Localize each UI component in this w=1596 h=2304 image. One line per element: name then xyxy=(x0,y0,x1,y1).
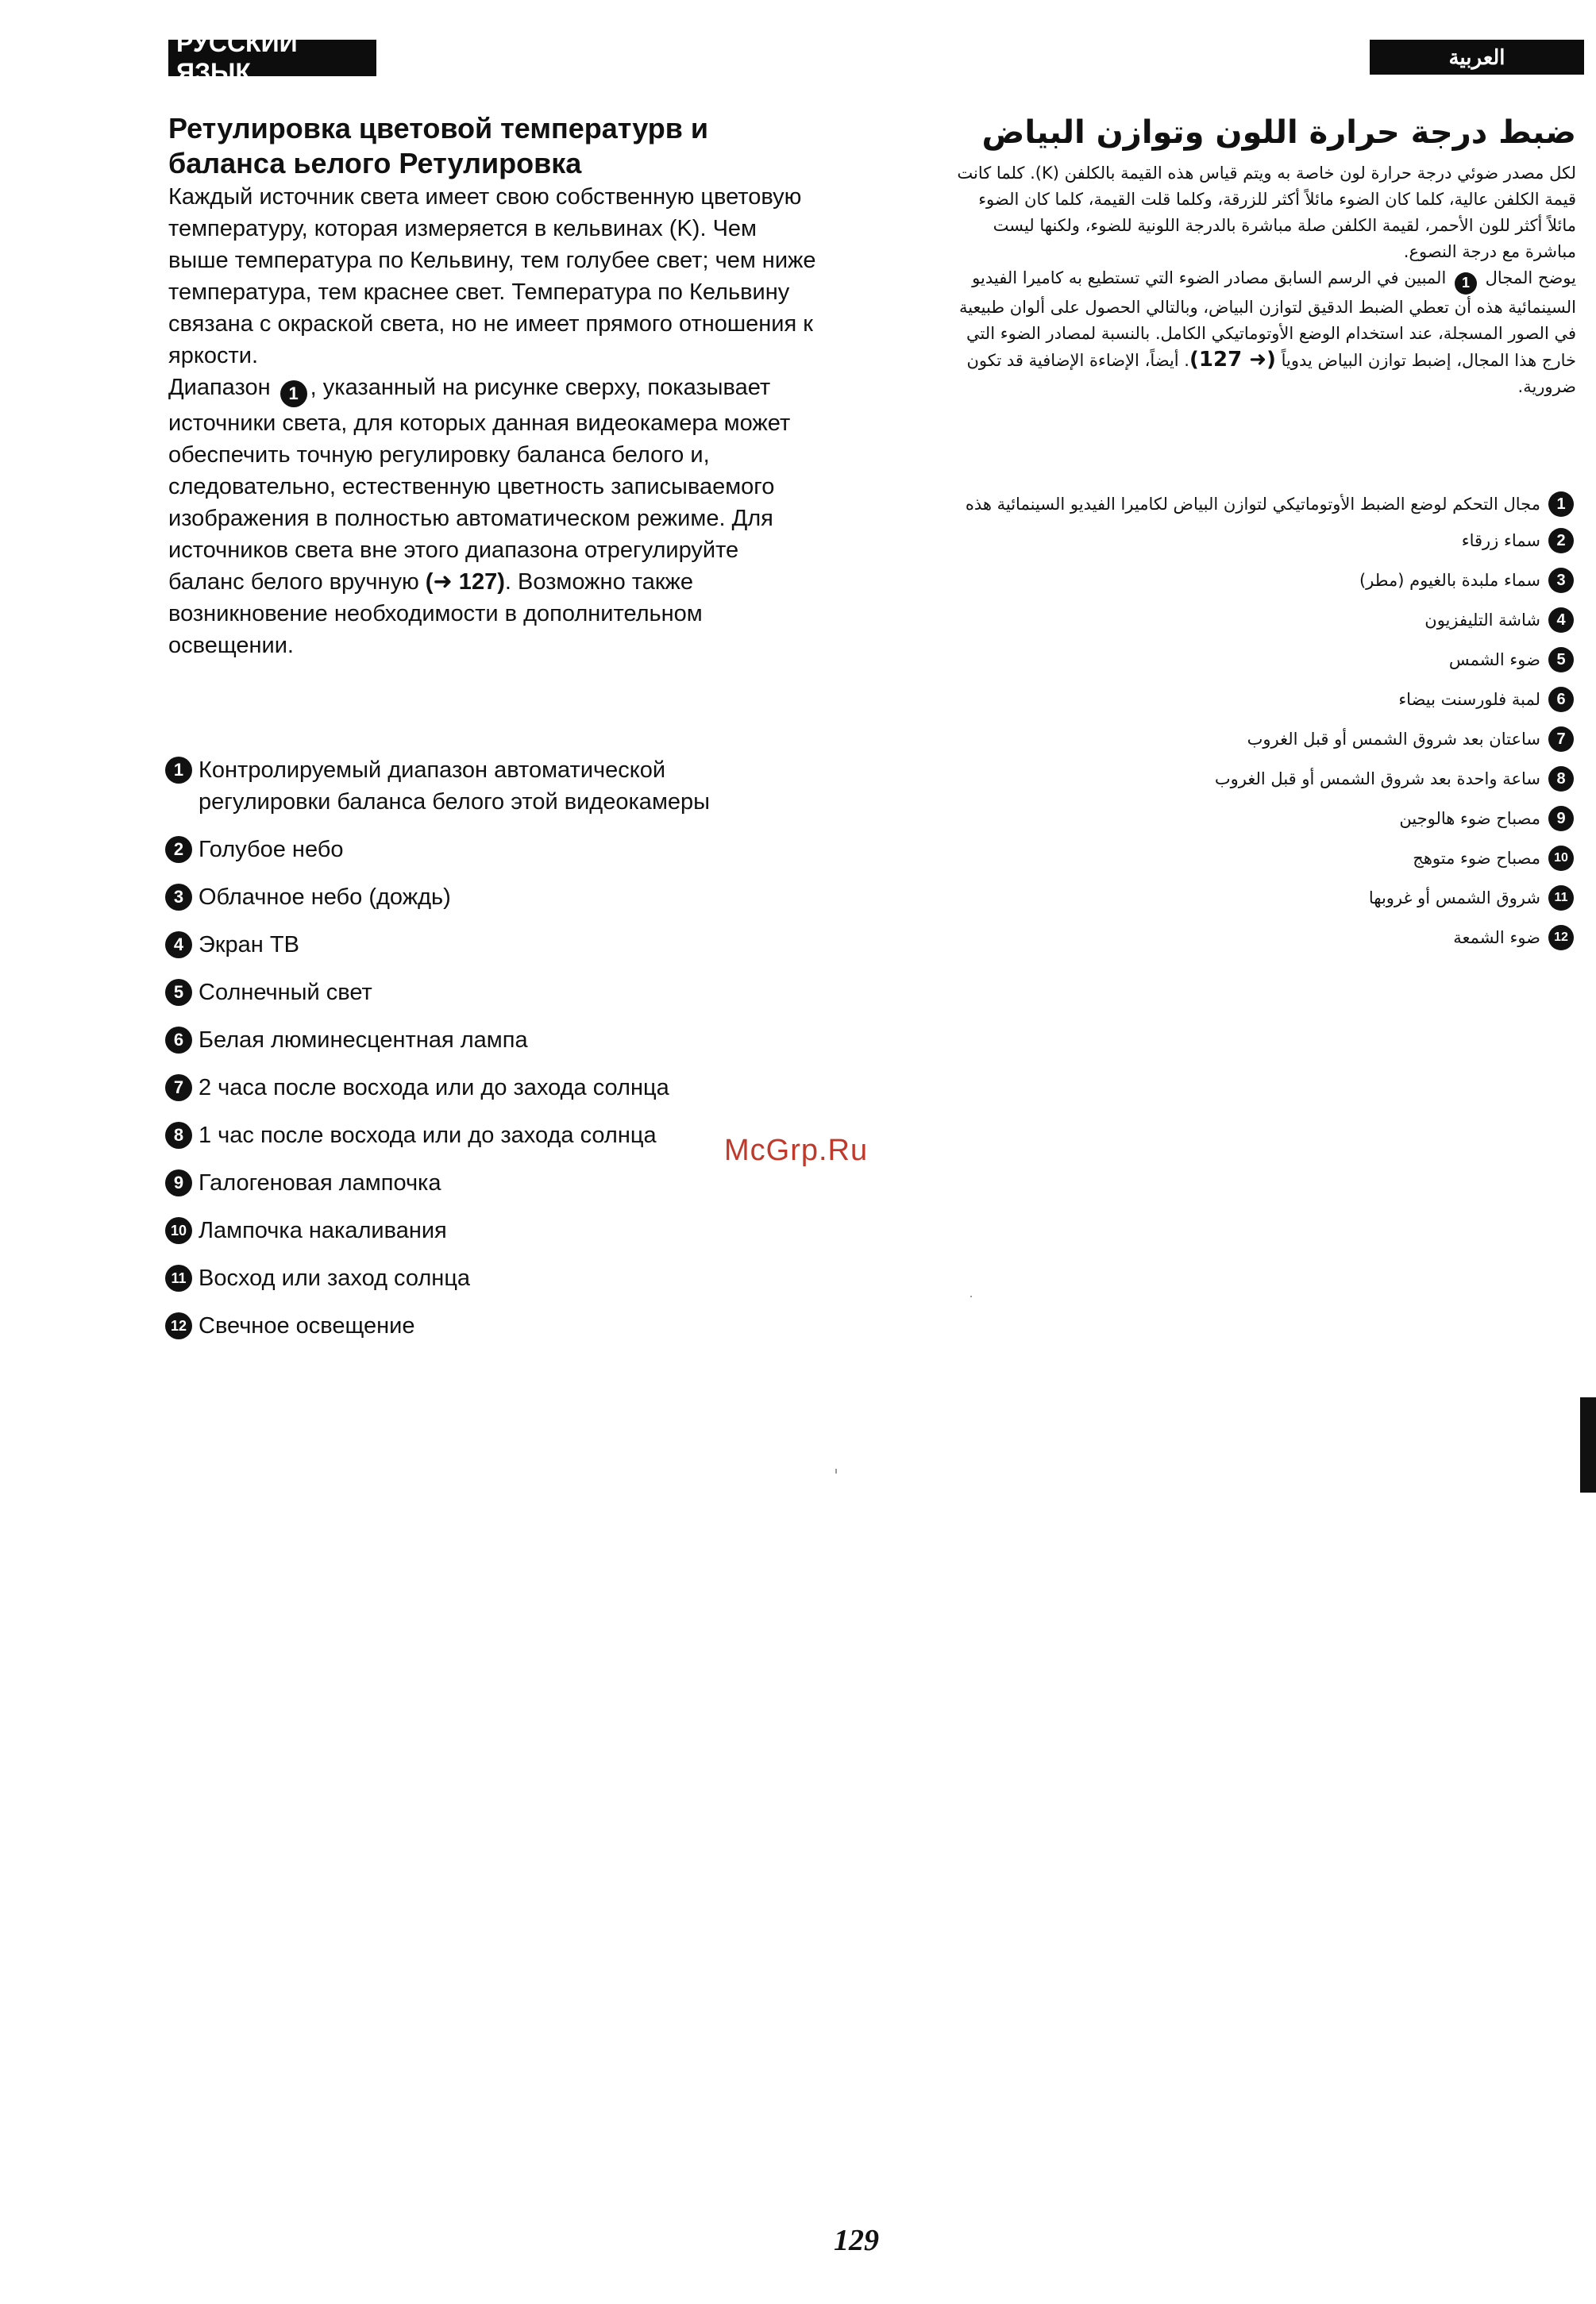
list-item xyxy=(937,726,1574,753)
number-2-icon: 2 xyxy=(1548,528,1574,553)
number-10-icon: 10 xyxy=(1548,846,1574,871)
list-item-text: شاشة التليفزيون xyxy=(1424,611,1540,630)
number-7-icon: 7 xyxy=(165,1074,192,1101)
list-item-text: Свечное освещение xyxy=(199,1313,415,1339)
list-item xyxy=(937,805,1574,832)
number-4-icon: 4 xyxy=(165,931,192,958)
list-item-text: سماء زرقاء xyxy=(1461,531,1540,550)
list-item-text: Галогеновая лампочка xyxy=(199,1170,441,1196)
list-item xyxy=(937,646,1574,673)
list-item-text: Контролируемый диапазон автоматической регулировки баланса белого этой видеокамеры xyxy=(199,757,710,815)
list-item-text: ساعتان بعد شروق الشمس أو قبل الغروب xyxy=(1247,730,1540,749)
arabic-paragraph-2-text: المبين في الرسم السابق مصادر الضوء التي تستطيع به كاميرا الفيديو السينمائية هذه أن تعطي الضبط الدقيق لتوازن البياض، وبالتالي الحصول على ألوان طبيعية في الصور المسجلة، عند استخدام الوضع الأوتوماتيكي الكامل. بالنسبة لمصادر الضوء التي خارج هذا المجال، إضبط توازن البياض يدوياً xyxy=(958,268,1576,370)
russian-column xyxy=(168,111,819,661)
list-item-text: سماء ملبدة بالغيوم (مطر) xyxy=(1359,571,1540,590)
page-reference-link[interactable]: (➜ 127) xyxy=(1189,347,1276,372)
number-1-icon: 1 xyxy=(1548,491,1574,517)
list-item xyxy=(937,884,1574,911)
number-11-icon: 11 xyxy=(165,1265,192,1292)
list-item xyxy=(165,1310,880,1342)
list-item-text: Голубое небо xyxy=(199,837,344,862)
list-item-text: Лампочка накаливания xyxy=(199,1218,447,1243)
list-item xyxy=(937,491,1574,518)
number-7-icon: 7 xyxy=(1548,726,1574,752)
russian-legend-list xyxy=(165,754,880,1358)
list-item xyxy=(165,834,880,865)
language-badge-russian: РУССКИЙ ЯЗЫК xyxy=(168,40,376,76)
list-item xyxy=(165,1024,880,1056)
list-item xyxy=(937,924,1574,951)
list-item xyxy=(165,1072,880,1104)
range-marker-icon: 1 xyxy=(280,380,307,407)
number-11-icon: 11 xyxy=(1548,885,1574,911)
list-item xyxy=(165,1215,880,1246)
number-10-icon: 10 xyxy=(165,1217,192,1244)
number-9-icon: 9 xyxy=(165,1169,192,1196)
arabic-paragraph-1: لكل مصدر ضوئي درجة حرارة لون خاصة به ويتم قياس هذه القيمة بالكلفن (K). كلما كانت قيمة الكلفن عالية، كلما كان الضوء مائلاً أكثر للزرقة، وكلما قلت القيمة، كلما كان الضوء مائلاً أكثر للون الأحمر، لقيمة الكلفن صلة مباشرة بالدرجة اللونية للضوء، ولكنها ليست مباشرة مع درجة النصوع. xyxy=(957,164,1576,261)
list-item-text: Солнечный свет xyxy=(199,980,372,1005)
number-12-icon: 12 xyxy=(1548,925,1574,950)
number-2-icon: 2 xyxy=(165,836,192,863)
watermark-text: McGrp.Ru xyxy=(724,1134,869,1167)
list-item-text: شروق الشمس أو غروبها xyxy=(1368,888,1540,907)
scan-speck xyxy=(970,1296,972,1297)
russian-title-line2: баланса ьелого Ретулировка xyxy=(168,147,582,179)
language-badge-arabic: العربية xyxy=(1370,40,1584,75)
list-item xyxy=(937,765,1574,792)
number-3-icon: 3 xyxy=(1548,568,1574,593)
list-item xyxy=(165,1167,880,1199)
number-12-icon: 12 xyxy=(165,1312,192,1339)
list-item xyxy=(165,929,880,961)
number-4-icon: 4 xyxy=(1548,607,1574,633)
list-item-text: Облачное небо (дождь) xyxy=(199,884,451,910)
number-1-icon: 1 xyxy=(165,757,192,784)
russian-paragraph-2 xyxy=(168,372,819,661)
russian-paragraph-2-text: , указанный на рисунке сверху, показывает источники света, для которых данная видеокамера может обеспечить точную регулировку баланса белого и, следовательно, естественную цветность записываемого изображения в полностью автоматическом режиме. Для источников света вне этого диапазона отрегулируйте баланс белого вручную xyxy=(168,375,791,595)
number-9-icon: 9 xyxy=(1548,806,1574,831)
page-edge-tab xyxy=(1580,1397,1596,1493)
arabic-title: ضبط درجة حرارة اللون وتوازن البياض xyxy=(981,114,1576,151)
arabic-column xyxy=(945,111,1576,400)
list-item xyxy=(937,845,1574,872)
list-item-text: Восход или заход солнца xyxy=(199,1266,471,1291)
russian-paragraph-2-tail: . Возможно также возникновение необходимости в дополнительном освещении. xyxy=(168,569,703,658)
number-5-icon: 5 xyxy=(165,979,192,1006)
number-6-icon: 6 xyxy=(165,1027,192,1054)
list-item xyxy=(937,607,1574,634)
russian-title xyxy=(168,111,819,181)
list-item-text: مصباح ضوء متوهج xyxy=(1413,849,1540,868)
number-5-icon: 5 xyxy=(1548,647,1574,672)
page-reference-link[interactable]: (➜ 127) xyxy=(425,569,505,595)
list-item-text: 1 час после восхода или до захода солнца xyxy=(199,1123,657,1148)
list-item-text: 2 часа после восхода или до захода солнца xyxy=(199,1075,669,1100)
russian-range-intro: Диапазон xyxy=(168,375,271,400)
arabic-paragraph-2-start: يوضح المجال xyxy=(1485,268,1576,287)
list-item-text: ساعة واحدة بعد شروق الشمس أو قبل الغروب xyxy=(1214,769,1540,788)
russian-paragraph-1: Каждый источник света имеет свою собственную цветовую температуру, которая измеряется в кельвинах (K). Чем выше температура по Кельвину, тем голубее свет; чем ниже температура, тем краснее свет. Температура по Кельвину связана с окраской света, но не имеет прямого отношения к яркости. xyxy=(168,184,816,368)
list-item xyxy=(937,686,1574,713)
list-item xyxy=(165,881,880,913)
number-8-icon: 8 xyxy=(1548,766,1574,792)
list-item-text: Экран ТВ xyxy=(199,932,299,957)
scan-speck xyxy=(835,1469,837,1474)
page-number: 129 xyxy=(834,2224,879,2257)
list-item xyxy=(165,1262,880,1294)
number-8-icon: 8 xyxy=(165,1122,192,1149)
number-3-icon: 3 xyxy=(165,884,192,911)
list-item-text: مصباح ضوء هالوجين xyxy=(1399,809,1540,828)
list-item xyxy=(165,977,880,1008)
list-item-text: Белая люминесцентная лампа xyxy=(199,1027,528,1053)
range-marker-icon: 1 xyxy=(1455,272,1477,295)
list-item-text: لمبة فلورسنت بيضاء xyxy=(1398,690,1540,709)
russian-title-line1: Ретулировка цветовой температурв и xyxy=(168,112,709,144)
arabic-legend-list xyxy=(937,491,1574,951)
list-item xyxy=(937,527,1574,554)
arabic-paragraph-2-tail: . أيضاً، الإضاءة الإضافية قد تكون ضرورية. xyxy=(966,350,1576,396)
arabic-paragraph-2 xyxy=(945,265,1576,400)
number-6-icon: 6 xyxy=(1548,687,1574,712)
list-item xyxy=(937,567,1574,594)
list-item xyxy=(165,754,880,818)
list-item-text: ضوء الشمس xyxy=(1448,650,1540,669)
list-item-text: ضوء الشمعة xyxy=(1453,928,1540,947)
list-item-text: مجال التحكم لوضع الضبط الأوتوماتيكي لتوازن البياض لكاميرا الفيديو السينمائية هذه xyxy=(965,495,1540,514)
